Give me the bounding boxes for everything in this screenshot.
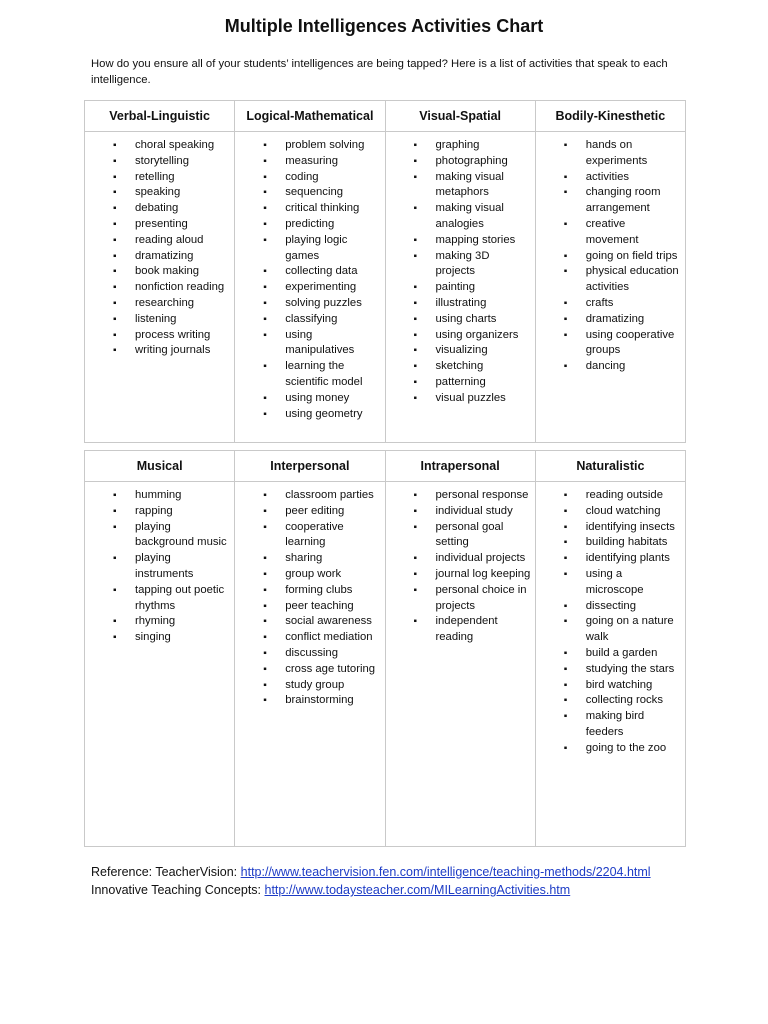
column-heading-visual-spatial: Visual-Spatial — [385, 101, 535, 132]
activity-item: ▪ social awareness — [285, 614, 380, 630]
activity-item: ▪ crafts — [586, 296, 681, 312]
activity-item: ▪ studying the stars — [586, 662, 681, 678]
activity-item: ▪ dramatizing — [135, 249, 230, 265]
activity-item: ▪ individual study — [436, 504, 531, 520]
activity-item: ▪ measuring — [285, 154, 380, 170]
intelligences-table-2 — [84, 450, 686, 847]
activity-item: ▪ build a garden — [586, 646, 681, 662]
activity-item: ▪ using geometry — [285, 407, 380, 423]
activity-item: ▪ sketching — [436, 359, 531, 375]
activity-item: ▪ learning the scientific model — [285, 359, 380, 391]
activity-item: ▪ sharing — [285, 551, 380, 567]
activity-item: ▪ singing — [135, 630, 230, 646]
activity-item: ▪ mapping stories — [436, 233, 531, 249]
activity-item: ▪ storytelling — [135, 154, 230, 170]
activity-item: ▪ forming clubs — [285, 583, 380, 599]
activity-list — [536, 138, 685, 375]
activity-item: ▪ choral speaking — [135, 138, 230, 154]
column-heading-bodily-kinesthetic: Bodily-Kinesthetic — [535, 101, 685, 132]
activity-item: ▪ independent reading — [436, 614, 531, 646]
activity-item: ▪ process writing — [135, 328, 230, 344]
activity-item: ▪ cooperative learning — [285, 520, 380, 552]
activity-item: ▪ using cooperative groups — [586, 328, 681, 360]
activity-item: ▪ patterning — [436, 375, 531, 391]
activity-item: ▪ visualizing — [436, 343, 531, 359]
activity-item: ▪ physical education activities — [586, 264, 681, 296]
page-title: Multiple Intelligences Activities Chart — [224, 16, 544, 36]
column-heading-interpersonal: Interpersonal — [235, 451, 385, 482]
activities-cell-logical-mathematical — [235, 132, 385, 443]
activity-item: ▪ playing background music — [135, 520, 230, 552]
activity-item: ▪ personal response — [436, 488, 531, 504]
activity-item: ▪ coding — [285, 170, 380, 186]
activity-item: ▪ going on a nature walk — [586, 614, 681, 646]
activity-item: ▪ listening — [135, 312, 230, 328]
activity-item: ▪ problem solving — [285, 138, 380, 154]
activity-item: ▪ predicting — [285, 217, 380, 233]
activity-item: ▪ conflict mediation — [285, 630, 380, 646]
activity-item: ▪ making 3D projects — [436, 249, 531, 281]
column-heading-musical: Musical — [85, 451, 235, 482]
activity-item: ▪ activities — [586, 170, 681, 186]
activity-item: ▪ sequencing — [285, 185, 380, 201]
reference-innovative-teaching — [91, 881, 731, 899]
activity-item: ▪ photographing — [436, 154, 531, 170]
activity-item: ▪ visual puzzles — [436, 391, 531, 407]
activity-item: ▪ dramatizing — [586, 312, 681, 328]
activity-item: ▪ tapping out poetic rhythms — [135, 583, 230, 615]
activity-item: ▪ debating — [135, 201, 230, 217]
activity-item: ▪ peer teaching — [285, 599, 380, 615]
activity-item: ▪ using manipulatives — [285, 328, 380, 360]
activity-item: ▪ going to the zoo — [586, 741, 681, 757]
activity-item: ▪ book making — [135, 264, 230, 280]
activity-item: ▪ making bird feeders — [586, 709, 681, 741]
activity-item: ▪ critical thinking — [285, 201, 380, 217]
activity-item: ▪ journal log keeping — [436, 567, 531, 583]
activity-item: ▪ playing logic games — [285, 233, 380, 265]
activity-item: ▪ peer editing — [285, 504, 380, 520]
activity-item: ▪ playing instruments — [135, 551, 230, 583]
activity-item: ▪ collecting data — [285, 264, 380, 280]
activities-cell-visual-spatial — [385, 132, 535, 443]
activity-item: ▪ retelling — [135, 170, 230, 186]
activity-item: ▪ identifying plants — [586, 551, 681, 567]
activities-cell-bodily-kinesthetic — [535, 132, 685, 443]
activity-item: ▪ painting — [436, 280, 531, 296]
activity-item: ▪ dissecting — [586, 599, 681, 615]
activity-list — [235, 138, 384, 422]
reference-teachervision — [91, 863, 731, 881]
activity-item: ▪ writing journals — [135, 343, 230, 359]
activity-item: ▪ brainstorming — [285, 693, 380, 709]
reference-link[interactable]: http://www.teachervision.fen.com/intelligence/teaching-methods/2204.html — [240, 865, 651, 879]
activity-item: ▪ building habitats — [586, 535, 681, 551]
intro-paragraph: How do you ensure all of your students’ intelligences are being tapped? Here is a list of activities that speak to each intelligence. — [91, 58, 668, 86]
activity-item: ▪ humming — [135, 488, 230, 504]
activities-cell-interpersonal — [235, 482, 385, 847]
reference-label: Reference: TeacherVision: — [91, 865, 241, 879]
activity-item: ▪ making visual metaphors — [436, 170, 531, 202]
activity-item: ▪ researching — [135, 296, 230, 312]
activity-item: ▪ group work — [285, 567, 380, 583]
activity-item: ▪ discussing — [285, 646, 380, 662]
activity-item: ▪ using money — [285, 391, 380, 407]
activity-item: ▪ experimenting — [285, 280, 380, 296]
activity-item: ▪ dancing — [586, 359, 681, 375]
activity-item: ▪ speaking — [135, 185, 230, 201]
references — [91, 863, 731, 899]
activity-item: ▪ using organizers — [436, 328, 531, 344]
activity-list — [85, 138, 234, 359]
activity-item: ▪ using a microscope — [586, 567, 681, 599]
activity-item: ▪ study group — [285, 678, 380, 694]
reference-label: Innovative Teaching Concepts: — [91, 883, 265, 897]
activity-item: ▪ illustrating — [436, 296, 531, 312]
activity-item: ▪ personal goal setting — [436, 520, 531, 552]
reference-link[interactable]: http://www.todaysteacher.com/MILearningActivities.htm — [264, 883, 571, 897]
activities-cell-naturalistic — [535, 482, 685, 847]
activity-item: ▪ rapping — [135, 504, 230, 520]
intelligences-table-1 — [84, 100, 686, 443]
activity-item: ▪ reading aloud — [135, 233, 230, 249]
activity-list — [235, 488, 384, 709]
activity-item: ▪ presenting — [135, 217, 230, 233]
activity-item: ▪ using charts — [436, 312, 531, 328]
activities-cell-musical — [85, 482, 235, 847]
activity-item: ▪ nonfiction reading — [135, 280, 230, 296]
activities-cell-intrapersonal — [385, 482, 535, 847]
activity-item: ▪ hands on experiments — [586, 138, 681, 170]
activity-item: ▪ solving puzzles — [285, 296, 380, 312]
activity-item: ▪ cross age tutoring — [285, 662, 380, 678]
activity-item: ▪ personal choice in projects — [436, 583, 531, 615]
activity-item: ▪ bird watching — [586, 678, 681, 694]
activity-item: ▪ reading outside — [586, 488, 681, 504]
activity-list — [85, 488, 234, 646]
column-heading-naturalistic: Naturalistic — [535, 451, 685, 482]
activity-list — [386, 488, 535, 646]
activity-item: ▪ cloud watching — [586, 504, 681, 520]
activity-item: ▪ classroom parties — [285, 488, 380, 504]
activity-item: ▪ going on field trips — [586, 249, 681, 265]
activity-list — [536, 488, 685, 757]
activity-item: ▪ graphing — [436, 138, 531, 154]
activity-item: ▪ individual projects — [436, 551, 531, 567]
activity-item: ▪ changing room arrangement — [586, 185, 681, 217]
activity-item: ▪ rhyming — [135, 614, 230, 630]
column-heading-verbal-linguistic: Verbal-Linguistic — [85, 101, 235, 132]
activity-item: ▪ collecting rocks — [586, 693, 681, 709]
activities-cell-verbal-linguistic — [85, 132, 235, 443]
activity-list — [386, 138, 535, 407]
column-heading-logical-mathematical: Logical-Mathematical — [235, 101, 385, 132]
activity-item: ▪ classifying — [285, 312, 380, 328]
activity-item: ▪ making visual analogies — [436, 201, 531, 233]
activity-item: ▪ identifying insects — [586, 520, 681, 536]
activity-item: ▪ creative movement — [586, 217, 681, 249]
column-heading-intrapersonal: Intrapersonal — [385, 451, 535, 482]
